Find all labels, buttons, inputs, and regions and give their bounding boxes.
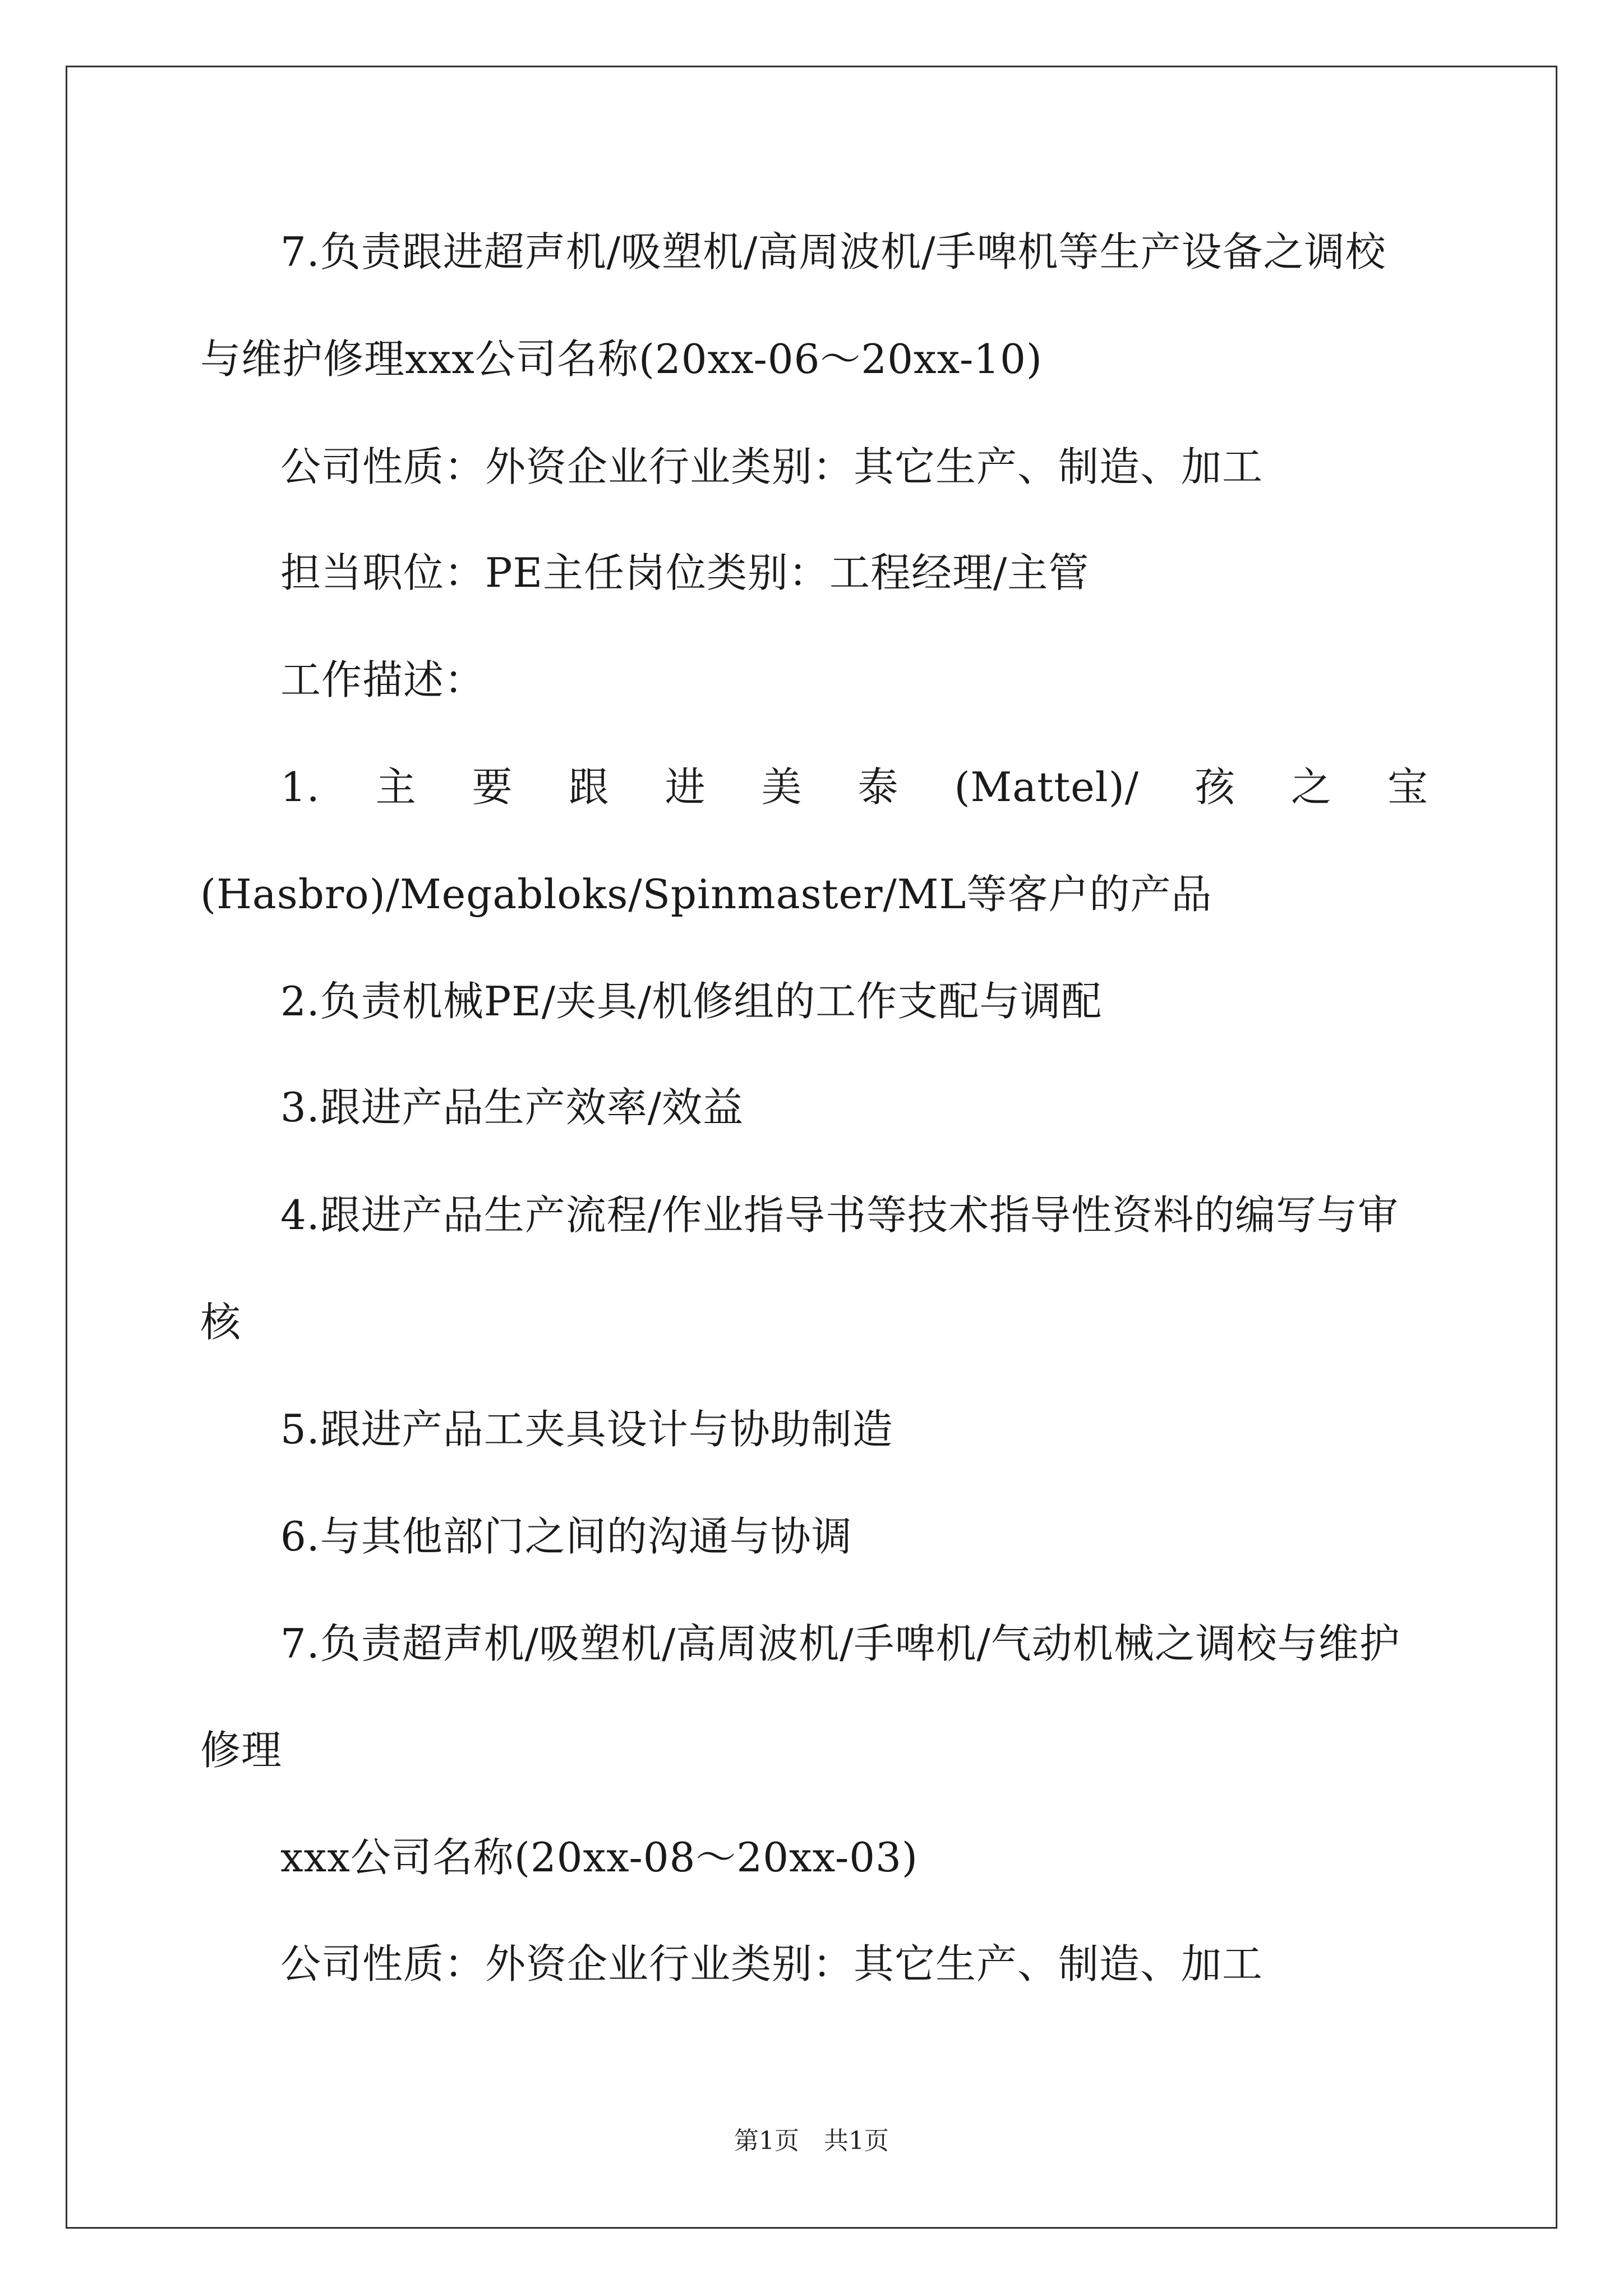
paragraph-line: 7.负责超声机/吸塑机/高周波机/手啤机/气动机械之调校与维护 — [280, 1620, 1400, 1667]
justified-token: 之 — [1290, 763, 1332, 811]
paragraph-line: 与维护修理xxx公司名称(20xx-06～20xx-10) — [200, 335, 1043, 383]
paragraph-line: 7.负责跟进超声机/吸塑机/高周波机/手啤机等生产设备之调校 — [280, 228, 1386, 275]
justified-token: 跟 — [568, 763, 610, 811]
paragraph-line: 3.跟进产品生产效率/效益 — [280, 1084, 744, 1131]
justified-token: 美 — [761, 763, 803, 811]
paragraph-line: 5.跟进产品工夹具设计与协助制造 — [280, 1406, 893, 1453]
justified-token: 1. — [280, 763, 320, 811]
justified-paragraph-line — [280, 763, 1428, 811]
paragraph-line: (Hasbro)/Megabloks/Spinmaster/ML等客户的产品 — [200, 871, 1212, 918]
justified-token: 要 — [472, 763, 513, 811]
paragraph-line: 4.跟进产品生产流程/作业指导书等技术指导性资料的编写与审 — [280, 1191, 1399, 1239]
paragraph-line: 修理 — [200, 1727, 283, 1774]
justified-token: 主 — [375, 763, 417, 811]
paragraph-line: xxx公司名称(20xx-08～20xx-03) — [280, 1834, 919, 1881]
justified-token: 孩 — [1195, 763, 1236, 811]
paragraph-line: 核 — [200, 1299, 242, 1346]
justified-token: 进 — [665, 763, 706, 811]
justified-token: (Mattel)/ — [954, 763, 1140, 811]
paragraph-line: 工作描述： — [280, 656, 486, 703]
paragraph-line: 担当职位：PE主任岗位类别：工程经理/主管 — [280, 549, 1090, 596]
page-border — [66, 66, 1557, 2229]
paragraph-line: 公司性质：外资企业行业类别：其它生产、制造、加工 — [280, 443, 1264, 490]
paragraph-line: 2.负责机械PE/夹具/机修组的工作支配与调配 — [280, 978, 1103, 1025]
paragraph-line: 6.与其他部门之间的沟通与协调 — [280, 1513, 852, 1560]
justified-token: 宝 — [1387, 763, 1428, 811]
justified-token: 泰 — [857, 763, 899, 811]
page-footer: 第1页 共1页 — [734, 2127, 889, 2155]
paragraph-line: 公司性质：外资企业行业类别：其它生产、制造、加工 — [280, 1940, 1264, 1987]
